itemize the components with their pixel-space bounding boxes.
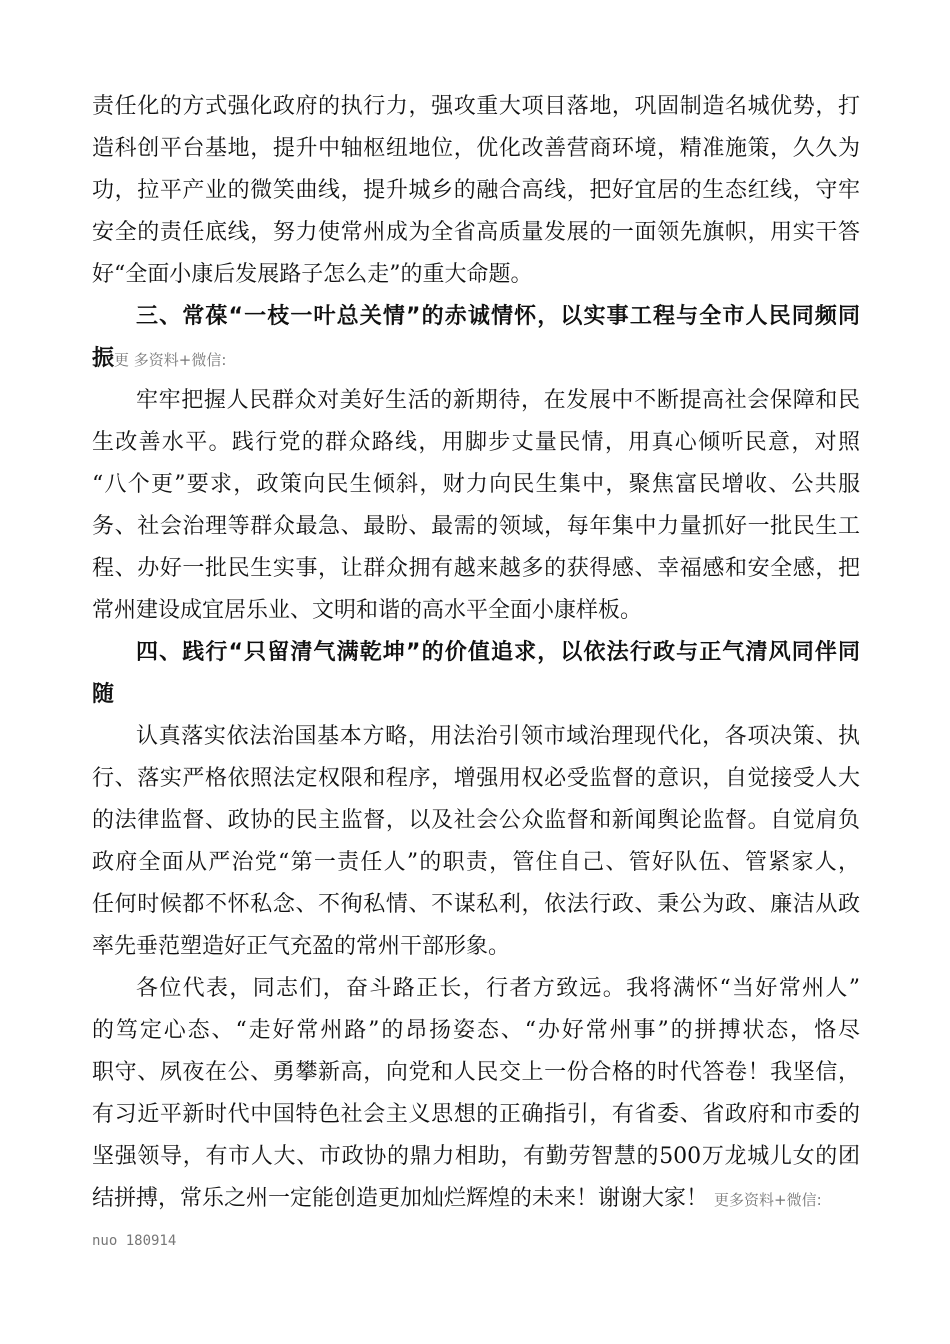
paragraph-line: “八个更”要求，政策向民生倾斜，财力向民生集中，聚焦富民增收、公共服 <box>92 472 860 497</box>
heading-text: 振 <box>92 346 115 371</box>
paragraph-line-last <box>92 1184 860 1214</box>
paragraph-line: 功，拉平产业的微笑曲线，提升城乡的融合高线，把好宜居的生态红线，守牢 <box>92 178 860 203</box>
paragraph-line: 率先垂范塑造好正气充盈的常州干部形象。 <box>92 934 511 959</box>
paragraph-line: 好“全面小康后发展路子怎么走”的重大命题。 <box>92 262 533 287</box>
paragraph-line: 职守、夙夜在公、勇攀新高，向党和人民交上一份合格的时代答卷！我坚信， <box>92 1060 860 1085</box>
watermark-line: nuo 180914 <box>92 1233 177 1249</box>
section-heading-4: 四、践行“只留清气满乾坤”的价值追求，以依法行政与正气清风同伴同 <box>136 640 860 665</box>
paragraph-line: 行、落实严格依照法定权限和程序，增强用权必受监督的意识，自觉接受人大 <box>92 766 860 791</box>
paragraph-line: 坚强领导，有市人大、市政协的鼎力相助，有勤劳智慧的500万龙城儿女的团 <box>92 1144 860 1169</box>
paragraph-line: 的法律监督、政协的民主监督，以及社会公众监督和新闻舆论监督。自觉肩负 <box>92 808 860 833</box>
paragraph-line: 安全的责任底线，努力使常州成为全省高质量发展的一面领先旗帜，用实干答 <box>92 220 860 245</box>
paragraph-line: 务、社会治理等群众最急、最盼、最需的领域，每年集中力量抓好一批民生工 <box>92 514 860 539</box>
paragraph-line: 认真落实依法治国基本方略，用法治引领市域治理现代化，各项决策、执 <box>136 724 860 749</box>
paragraph-line: 的笃定心态、“走好常州路”的昂扬姿态、“办好常州事”的拼搏状态，恪尽 <box>92 1018 860 1043</box>
paragraph-line: 有习近平新时代中国特色社会主义思想的正确指引，有省委、省政府和市委的 <box>92 1102 860 1127</box>
section-heading-3-cont <box>92 344 860 374</box>
paragraph-line: 任何时候都不怀私念、不徇私情、不谋私利，依法行政、秉公为政、廉洁从政 <box>92 892 860 917</box>
paragraph-line: 程、办好一批民生实事，让群众拥有越来越多的获得感、幸福感和安全感，把 <box>92 556 860 581</box>
watermark-text: 更多资料+微信: <box>714 1191 822 1209</box>
paragraph-line: 生改善水平。践行党的群众路线，用脚步丈量民情，用真心倾听民意，对照 <box>92 430 860 455</box>
section-heading-4-cont: 随 <box>92 682 115 707</box>
paragraph-line: 各位代表，同志们，奋斗路正长，行者方致远。我将满怀“当好常州人” <box>136 976 860 1001</box>
section-heading-3: 三、常葆“一枝一叶总关情”的赤诚情怀，以实事工程与全市人民同频同 <box>136 304 860 329</box>
paragraph-line: 造科创平台基地，提升中轴枢纽地位，优化改善营商环境，精准施策，久久为 <box>92 136 860 161</box>
paragraph-line: 责任化的方式强化政府的执行力，强攻重大项目落地，巩固制造名城优势，打 <box>92 94 860 119</box>
paragraph-text: 结拼搏，常乐之州一定能创造更加灿烂辉煌的未来！谢谢大家！ <box>92 1186 709 1211</box>
paragraph-line: 牢牢把握人民群众对美好生活的新期待，在发展中不断提高社会保障和民 <box>136 388 860 413</box>
paragraph-line: 政府全面从严治党“第一责任人”的职责，管住自己、管好队伍、管紧家人， <box>92 850 860 875</box>
paragraph-line: 常州建设成宜居乐业、文明和谐的高水平全面小康样板。 <box>92 598 643 623</box>
watermark-text: 更 多资料+微信: <box>114 351 227 369</box>
